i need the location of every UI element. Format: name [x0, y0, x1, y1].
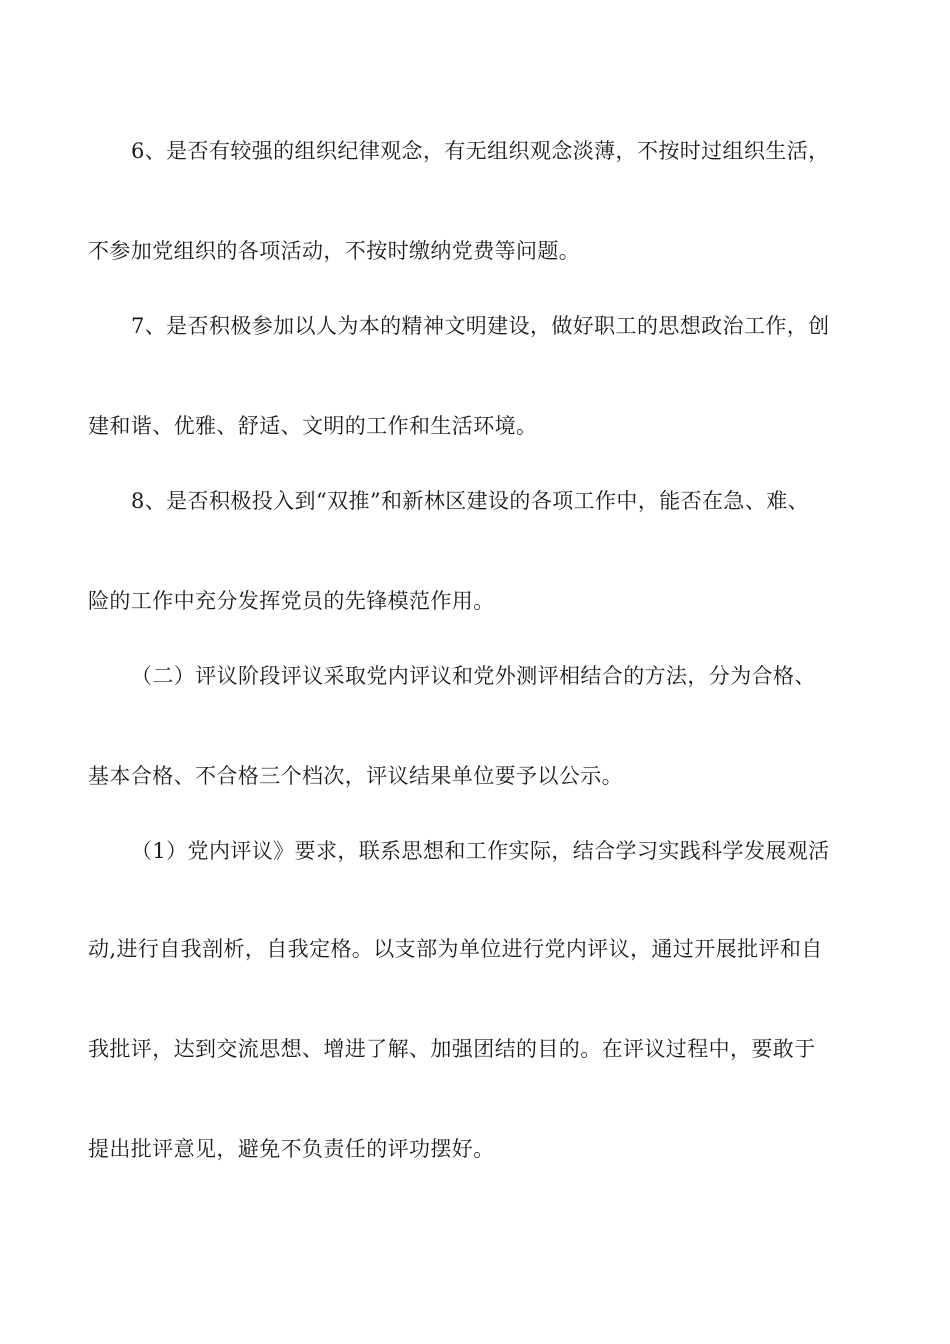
text-line: （1）党内评议》要求，联系思想和工作实际，结合学习实践科学发展观活	[131, 839, 830, 863]
text-line: （二）评议阶段评议采取党内评议和党外测评相结合的方法，分为合格、	[131, 664, 816, 688]
text-line: 不参加党组织的各项活动，不按时缴纳党费等问题。	[88, 239, 581, 263]
text-line: 提出批评意见，避免不负责任的评功摆好。	[88, 1137, 495, 1161]
text-line: 7、是否积极参加以人为本的精神文明建设，做好职工的思想政治工作，创	[131, 314, 830, 338]
text-line: 6、是否有较强的组织纪律观念，有无组织观念淡薄，不按时过组织生活，	[131, 139, 830, 163]
text-line: 我批评，达到交流思想、增进了解、加强团结的目的。在评议过程中，要敢于	[88, 1037, 816, 1061]
text-line: 8、是否积极投入到“双推”和新林区建设的各项工作中，能否在急、难、	[131, 489, 810, 513]
text-line: 动,进行自我剖析，自我定格。以支部为单位进行党内评议，通过开展批评和自	[88, 937, 823, 961]
text-line: 基本合格、不合格三个档次，评议结果单位要予以公示。	[88, 764, 623, 788]
text-line: 建和谐、优雅、舒适、文明的工作和生活环境。	[88, 414, 538, 438]
text-line: 险的工作中充分发挥党员的先锋模范作用。	[88, 589, 495, 613]
